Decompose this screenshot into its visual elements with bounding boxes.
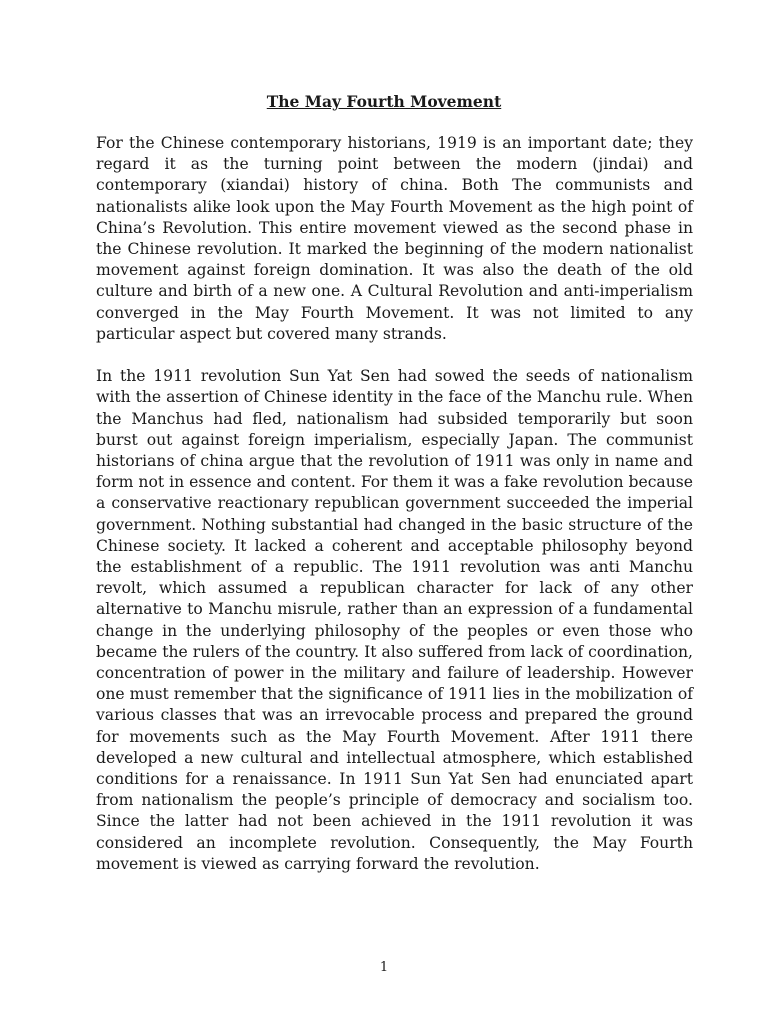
paragraph-2: In the 1911 revolution Sun Yat Sen had sowed the seeds of nationalism with the assertion of Chinese identity in the face of the Manchu rule. When the Manchus had fled, nationalism had subsided temporarily but soon burst out against foreign imperialism, especially Japan. The communist historians of china argue that the revolution of 1911 was only in name and form not in essence and content. For them it was a fake revolution because a conservative reactionary republican government succeeded the imperial government. Nothing substantial had changed in the basic structure of the Chinese society. It lacked a coherent and acceptable philosophy beyond the establishment of a republic. The 1911 revolution was anti Manchu revolt, which assumed a republican character for lack of any other alternative to Manchu misrule, rather than an expression of a fundamental change in the underlying philosophy of the peoples or even those who became the rulers of the country. It also suffered from lack of coordination, concentration of power in the military and failure of leadership. However one must remember that the significance of 1911 lies in the mobilization of various classes that was an irrevocable process and prepared the ground for movements such as the May Fourth Movement. After 1911 there developed a new cultural and intellectual atmosphere, which established conditions for a renaissance. In 1911 Sun Yat Sen had enunciated apart from nationalism the people’s principle of democracy and socialism too. Since the latter had not been achieved in the 1911 revolution it was considered an incomplete revolution. Consequently, the May Fourth movement is viewed as carrying forward the revolution. xyxy=(96,367,693,873)
page-number: 1 xyxy=(379,960,389,975)
document-body xyxy=(96,133,693,896)
document-title: The May Fourth Movement xyxy=(266,92,502,111)
paragraph-1: For the Chinese contemporary historians, 1919 is an important date; they regard it as the turning point between the modern (jindai) and contemporary (xiandai) history of china. Both The communists and nationalists alike look upon the May Fourth Movement as the high point of China’s Revolution. This entire movement viewed as the second phase in the Chinese revolution. It marked the beginning of the modern nationalist movement against foreign domination. It was also the death of the old culture and birth of a new one. A Cultural Revolution and anti-imperialism converged in the May Fourth Movement. It was not limited to any particular aspect but covered many strands. xyxy=(96,134,693,343)
